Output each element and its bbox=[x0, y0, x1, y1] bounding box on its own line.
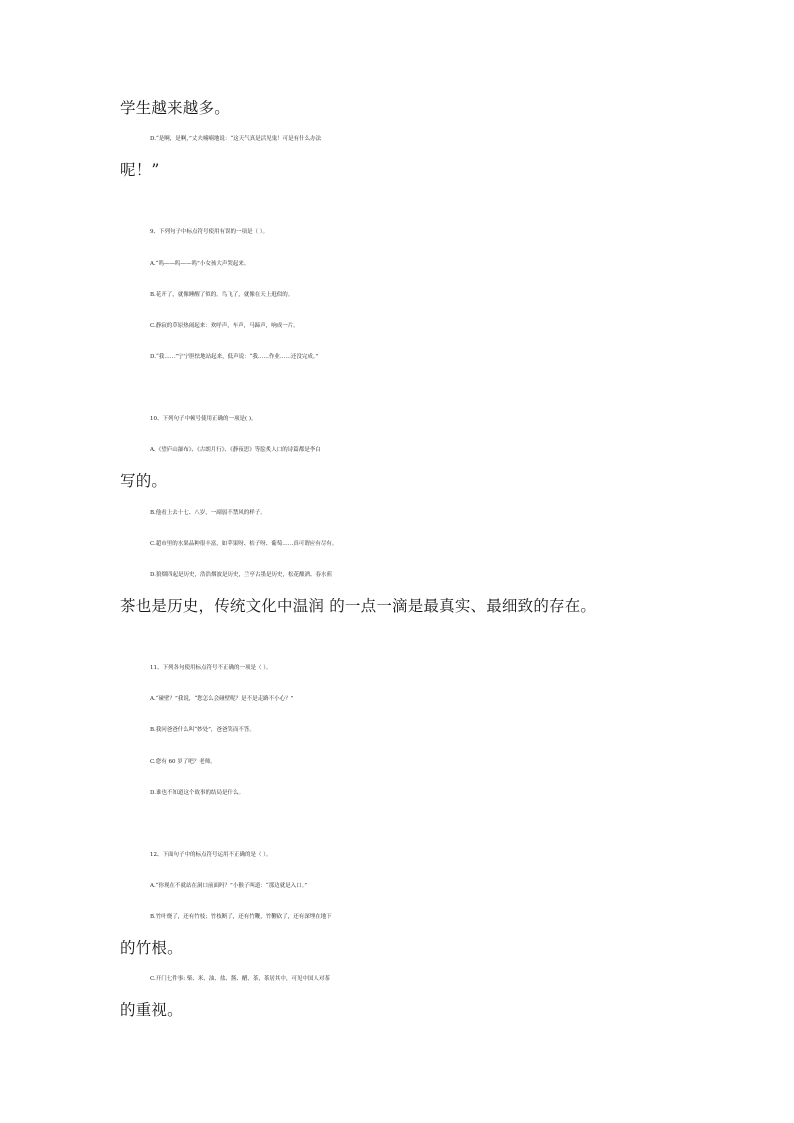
question-10-option-d-line1: D.狼烟四起是历史，浩浩烟波是历史，兰亭古墨是历史，松花酿酒、春水煎 bbox=[150, 572, 332, 578]
question-10-option-a-line1: A.《望庐山瀑布》、《古朗月行》、《静夜思》等脍炙人口的诗篇都是李白 bbox=[150, 447, 321, 453]
question-9-option-a: A.“呜——呜——呜”小女孩大声哭起来。 bbox=[150, 261, 250, 267]
question-12-option-b-line1: B.竹叶烧了，还有竹枝；竹枝断了，还有竹鞭，竹鞭砍了，还有深埋在地下 bbox=[150, 914, 332, 920]
question-9-stem: 9、下列句子中标点符号使用有误的一项是（ ）。 bbox=[150, 229, 268, 235]
question-11-option-a: A.“碰壁？”我说，“您怎么会碰壁呢？是不是走路不小心？” bbox=[150, 696, 294, 702]
question-11-stem: 11、下列各句使用标点符号不正确的一项是（ ）。 bbox=[150, 665, 272, 671]
question-11-option-c: C.您有 60 岁了吧？老师。 bbox=[150, 759, 216, 765]
question-12-option-a: A.“你现在不就站在洞口前面吗？”小猴子叫道：“那边就是入口。” bbox=[150, 883, 308, 889]
question-9-option-c: C.静寂的草原热闹起来：欢呼声，车声，马蹄声，响成一片。 bbox=[150, 323, 299, 329]
option-d-prev-line2: 呢！” bbox=[120, 161, 160, 179]
carryover-text: 学生越来越多。 bbox=[120, 99, 230, 117]
question-12-option-c-line1: C.开门七件事: 柴、米、油、盐、酱、醋、茶，茶居其中，可见中国人对茶 bbox=[150, 976, 330, 982]
question-11-option-d: D.谁也不知道这个故事的结局是什么。 bbox=[150, 790, 244, 796]
question-9-option-b: B.花开了，就像睡醒了似的。鸟飞了，就像在天上逛似的。 bbox=[150, 292, 294, 298]
question-12-option-c-line2: 的重视。 bbox=[120, 1001, 183, 1019]
option-d-prev-line1: D.“是啊，是啊，”丈夫喃喃地说：“这天气真是活见鬼！可是有什么办法 bbox=[150, 136, 322, 142]
question-12-stem: 12、下面句子中的标点符号运用不正确的是（ ）。 bbox=[150, 852, 272, 858]
question-10-stem: 10、下列句子中顿号使用正确的一项是( )。 bbox=[150, 416, 257, 422]
question-10-option-b: B.他看上去十七、八岁，一副弱不禁风的样子。 bbox=[150, 510, 266, 516]
question-10-option-a-line2: 写的。 bbox=[120, 472, 168, 490]
question-10-option-d-line2: 茶也是历史，传统文化中温润 的一点一滴是最真实、最细致的存在。 bbox=[120, 597, 597, 615]
question-9-option-d: D.“我……”宁宁胆怯地站起来，低声说：“我……作业……还没完成。” bbox=[150, 354, 319, 360]
question-12-option-b-line2: 的竹根。 bbox=[120, 939, 183, 957]
question-10-option-c: C.超市里的水果品种很丰富，如苹果呀、桔子呀、葡萄……真可谓应有尽有。 bbox=[150, 541, 338, 547]
question-11-option-b: B.我问爸爸什么叫“妙处”，爸爸笑而不答。 bbox=[150, 727, 255, 733]
